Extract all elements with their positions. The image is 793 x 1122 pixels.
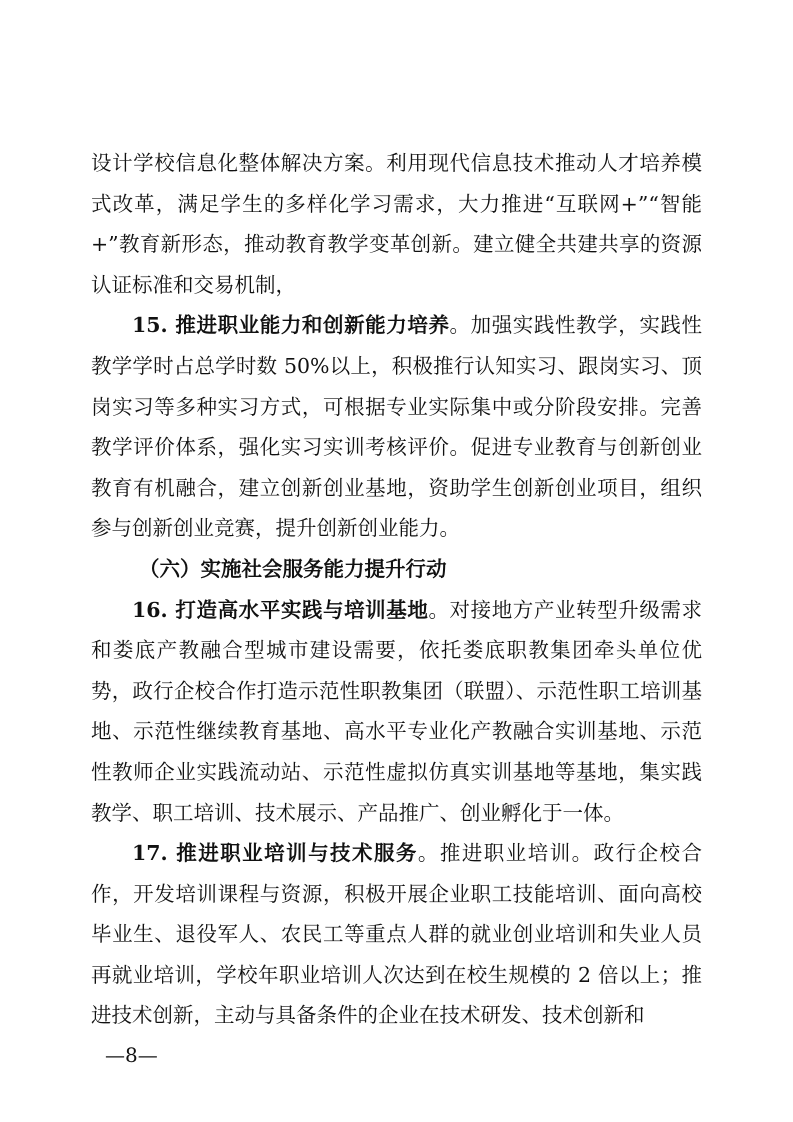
- page-number: —8—: [105, 1043, 158, 1067]
- paragraph-item-17: [91, 833, 702, 1036]
- item-16-body: 。对接地方产业转型升级需求和娄底产教融合型城市建设需要，依托娄底职教集团牵头单位优势，政行企校合作打造示范性职教集团（联盟）、示范性职工培训基地、示范性继续教育基地、高水平专业化产教融合实训基地、示范性教师企业实践流动站、示范性虚拟仿真实训基地等基地，集实践教学、职工培训、技术展示、产品推广、创业孵化于一体。: [91, 597, 703, 825]
- item-15-body: 。加强实践性教学，实践性教学学时占总学时数 50%以上，积极推行认知实习、跟岗实习、顶岗实习等多种实习方式，可根据专业实际集中或分阶段安排。完善教学评价体系，强化实习实训考核评价。促进专业教育与创新创业教育有机融合，建立创新创业基地，资助学生创新创业项目，组织参与创新创业竞赛，提升创新创业能力。: [91, 313, 702, 541]
- item-15-title: 15. 推进职业能力和创新能力培养: [132, 313, 450, 338]
- paragraph-item-15: [91, 305, 702, 549]
- section-heading-6: （六）实施社会服务能力提升行动: [139, 556, 447, 581]
- paragraph-item-16: [91, 590, 702, 834]
- document-body: [91, 143, 702, 1036]
- item-16-title: 16. 打造高水平实践与培训基地: [132, 597, 429, 622]
- paragraph-continuation-text: 设计学校信息化整体解决方案。利用现代信息技术推动人才培养模式改革，满足学生的多样化学习需求，大力推进“互联网+”“智能+”教育新形态，推动教育教学变革创新。建立健全共建共享的资源认证标准和交易机制，: [91, 151, 702, 297]
- item-17-body: 。推进职业培训。政行企校合作，开发培训课程与资源，积极开展企业职工技能培训、面向高校毕业生、退役军人、农民工等重点人群的就业创业培训和失业人员再就业培训，学校年职业培训人次达到在校生规模的 2 倍以上；推进技术创新，主动与具备条件的企业在技术研发、技术创新和: [91, 841, 702, 1028]
- item-17-title: 17. 推进职业培训与技术服务: [132, 841, 418, 866]
- paragraph-continuation: [91, 143, 702, 305]
